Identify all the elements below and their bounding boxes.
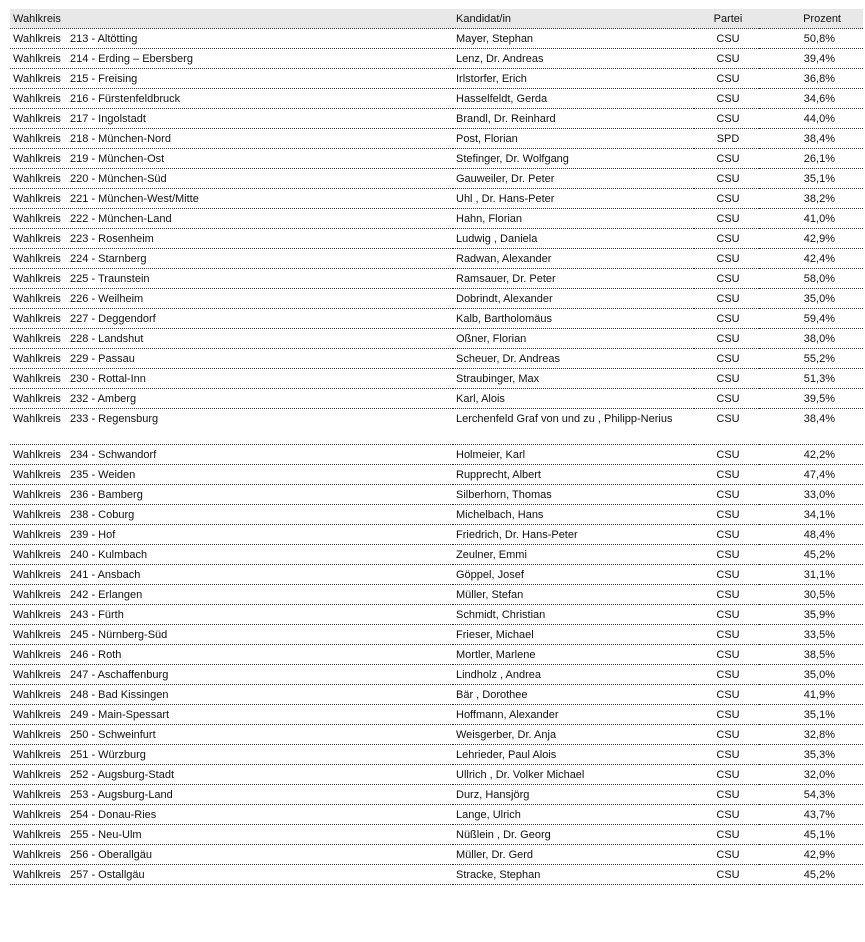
- party-cell: CSU: [694, 705, 759, 725]
- percent-cell: 32,8%: [759, 725, 863, 745]
- column-header-candidate: Kandidat/in: [453, 9, 694, 29]
- candidate-cell: Zeulner, Emmi: [453, 545, 694, 565]
- party-cell: CSU: [694, 269, 759, 289]
- table-header-row: [10, 9, 863, 29]
- table-body: [10, 29, 863, 885]
- percent-cell: 48,4%: [759, 525, 863, 545]
- percent-cell: 42,9%: [759, 845, 863, 865]
- table-row: [10, 805, 863, 825]
- candidate-cell: Lenz, Dr. Andreas: [453, 49, 694, 69]
- candidate-cell: Michelbach, Hans: [453, 505, 694, 525]
- party-cell: CSU: [694, 229, 759, 249]
- district-cell: Wahlkreis 238 - Coburg: [10, 505, 453, 525]
- candidate-cell: Friedrich, Dr. Hans-Peter: [453, 525, 694, 545]
- table-row: [10, 249, 863, 269]
- candidate-cell: Gauweiler, Dr. Peter: [453, 169, 694, 189]
- district-cell: Wahlkreis 227 - Deggendorf: [10, 309, 453, 329]
- district-cell: Wahlkreis 218 - München-Nord: [10, 129, 453, 149]
- table-row: [10, 149, 863, 169]
- district-cell: Wahlkreis 246 - Roth: [10, 645, 453, 665]
- district-cell: Wahlkreis 214 - Erding – Ebersberg: [10, 49, 453, 69]
- percent-cell: 36,8%: [759, 69, 863, 89]
- table-row: [10, 725, 863, 745]
- party-cell: CSU: [694, 289, 759, 309]
- table-row: [10, 545, 863, 565]
- district-cell: Wahlkreis 256 - Oberallgäu: [10, 845, 453, 865]
- district-cell: Wahlkreis 223 - Rosenheim: [10, 229, 453, 249]
- percent-cell: 38,0%: [759, 329, 863, 349]
- party-cell: CSU: [694, 665, 759, 685]
- candidate-cell: Brandl, Dr. Reinhard: [453, 109, 694, 129]
- district-cell: Wahlkreis 217 - Ingolstadt: [10, 109, 453, 129]
- party-cell: CSU: [694, 485, 759, 505]
- table-row: [10, 29, 863, 49]
- party-cell: CSU: [694, 409, 759, 445]
- percent-cell: 54,3%: [759, 785, 863, 805]
- district-cell: Wahlkreis 252 - Augsburg-Stadt: [10, 765, 453, 785]
- percent-cell: 33,0%: [759, 485, 863, 505]
- party-cell: CSU: [694, 545, 759, 565]
- district-cell: Wahlkreis 219 - München-Ost: [10, 149, 453, 169]
- party-cell: CSU: [694, 189, 759, 209]
- percent-cell: 39,4%: [759, 49, 863, 69]
- candidate-cell: Kalb, Bartholomäus: [453, 309, 694, 329]
- percent-cell: 41,9%: [759, 685, 863, 705]
- percent-cell: 42,2%: [759, 445, 863, 465]
- party-cell: CSU: [694, 825, 759, 845]
- percent-cell: 30,5%: [759, 585, 863, 605]
- table-row: [10, 49, 863, 69]
- candidate-cell: Ludwig , Daniela: [453, 229, 694, 249]
- table-row: [10, 565, 863, 585]
- candidate-cell: Rupprecht, Albert: [453, 465, 694, 485]
- candidate-cell: Mortler, Marlene: [453, 645, 694, 665]
- percent-cell: 26,1%: [759, 149, 863, 169]
- district-cell: Wahlkreis 240 - Kulmbach: [10, 545, 453, 565]
- column-header-district: Wahlkreis: [10, 9, 453, 29]
- table-row: [10, 605, 863, 625]
- table-row: [10, 665, 863, 685]
- table-row: [10, 505, 863, 525]
- candidate-cell: Post, Florian: [453, 129, 694, 149]
- candidate-cell: Oßner, Florian: [453, 329, 694, 349]
- percent-cell: 58,0%: [759, 269, 863, 289]
- district-cell: Wahlkreis 239 - Hof: [10, 525, 453, 545]
- district-cell: Wahlkreis 230 - Rottal-Inn: [10, 369, 453, 389]
- candidate-cell: Lindholz , Andrea: [453, 665, 694, 685]
- percent-cell: 31,1%: [759, 565, 863, 585]
- percent-cell: 38,4%: [759, 129, 863, 149]
- candidate-cell: Frieser, Michael: [453, 625, 694, 645]
- party-cell: CSU: [694, 349, 759, 369]
- candidate-cell: Radwan, Alexander: [453, 249, 694, 269]
- candidate-cell: Hasselfeldt, Gerda: [453, 89, 694, 109]
- party-cell: CSU: [694, 605, 759, 625]
- table-row: [10, 485, 863, 505]
- district-cell: Wahlkreis 221 - München-West/Mitte: [10, 189, 453, 209]
- table-row: [10, 785, 863, 805]
- district-cell: Wahlkreis 216 - Fürstenfeldbruck: [10, 89, 453, 109]
- district-cell: Wahlkreis 234 - Schwandorf: [10, 445, 453, 465]
- district-cell: Wahlkreis 242 - Erlangen: [10, 585, 453, 605]
- percent-cell: 35,1%: [759, 705, 863, 725]
- column-header-percent: Prozent: [759, 9, 863, 29]
- party-cell: CSU: [694, 169, 759, 189]
- candidate-cell: Weisgerber, Dr. Anja: [453, 725, 694, 745]
- party-cell: CSU: [694, 585, 759, 605]
- candidate-cell: Nüßlein , Dr. Georg: [453, 825, 694, 845]
- percent-cell: 35,9%: [759, 605, 863, 625]
- district-cell: Wahlkreis 215 - Freising: [10, 69, 453, 89]
- district-cell: Wahlkreis 241 - Ansbach: [10, 565, 453, 585]
- district-cell: Wahlkreis 224 - Starnberg: [10, 249, 453, 269]
- table-row: [10, 109, 863, 129]
- district-cell: Wahlkreis 225 - Traunstein: [10, 269, 453, 289]
- table-row: [10, 309, 863, 329]
- percent-cell: 38,4%: [759, 409, 863, 445]
- candidate-cell: Müller, Dr. Gerd: [453, 845, 694, 865]
- percent-cell: 34,1%: [759, 505, 863, 525]
- table-row: [10, 209, 863, 229]
- percent-cell: 45,2%: [759, 865, 863, 885]
- percent-cell: 44,0%: [759, 109, 863, 129]
- percent-cell: 42,4%: [759, 249, 863, 269]
- table-row: [10, 289, 863, 309]
- percent-cell: 55,2%: [759, 349, 863, 369]
- column-header-party: Partei: [694, 9, 759, 29]
- party-cell: CSU: [694, 785, 759, 805]
- candidate-cell: Hahn, Florian: [453, 209, 694, 229]
- party-cell: CSU: [694, 645, 759, 665]
- party-cell: CSU: [694, 49, 759, 69]
- candidate-cell: Irlstorfer, Erich: [453, 69, 694, 89]
- percent-cell: 59,4%: [759, 309, 863, 329]
- percent-cell: 38,2%: [759, 189, 863, 209]
- percent-cell: 35,0%: [759, 665, 863, 685]
- candidate-cell: Bär , Dorothee: [453, 685, 694, 705]
- table-row: [10, 69, 863, 89]
- district-cell: Wahlkreis 255 - Neu-Ulm: [10, 825, 453, 845]
- district-cell: Wahlkreis 251 - Würzburg: [10, 745, 453, 765]
- party-cell: CSU: [694, 389, 759, 409]
- percent-cell: 34,6%: [759, 89, 863, 109]
- district-cell: Wahlkreis 213 - Altötting: [10, 29, 453, 49]
- table-row: [10, 329, 863, 349]
- party-cell: CSU: [694, 89, 759, 109]
- district-cell: Wahlkreis 222 - München-Land: [10, 209, 453, 229]
- party-cell: CSU: [694, 329, 759, 349]
- party-cell: CSU: [694, 865, 759, 885]
- party-cell: CSU: [694, 725, 759, 745]
- candidate-cell: Mayer, Stephan: [453, 29, 694, 49]
- district-cell: Wahlkreis 220 - München-Süd: [10, 169, 453, 189]
- percent-cell: 51,3%: [759, 369, 863, 389]
- candidate-cell: Stefinger, Dr. Wolfgang: [453, 149, 694, 169]
- candidate-cell: Ullrich , Dr. Volker Michael: [453, 765, 694, 785]
- candidate-cell: Silberhorn, Thomas: [453, 485, 694, 505]
- table-row: [10, 445, 863, 465]
- candidate-cell: Straubinger, Max: [453, 369, 694, 389]
- election-results-table: [10, 9, 863, 885]
- district-cell: Wahlkreis 236 - Bamberg: [10, 485, 453, 505]
- district-cell: Wahlkreis 226 - Weilheim: [10, 289, 453, 309]
- party-cell: SPD: [694, 129, 759, 149]
- table-row: [10, 389, 863, 409]
- table-row: [10, 705, 863, 725]
- district-cell: Wahlkreis 247 - Aschaffenburg: [10, 665, 453, 685]
- party-cell: CSU: [694, 745, 759, 765]
- table-row: [10, 465, 863, 485]
- district-cell: Wahlkreis 254 - Donau-Ries: [10, 805, 453, 825]
- party-cell: CSU: [694, 805, 759, 825]
- table-row: [10, 645, 863, 665]
- percent-cell: 47,4%: [759, 465, 863, 485]
- table-row: [10, 369, 863, 389]
- district-cell: Wahlkreis 233 - Regensburg: [10, 409, 453, 445]
- candidate-cell: Scheuer, Dr. Andreas: [453, 349, 694, 369]
- candidate-cell: Schmidt, Christian: [453, 605, 694, 625]
- table-row: [10, 89, 863, 109]
- table-row: [10, 229, 863, 249]
- percent-cell: 43,7%: [759, 805, 863, 825]
- party-cell: CSU: [694, 209, 759, 229]
- party-cell: CSU: [694, 465, 759, 485]
- party-cell: CSU: [694, 685, 759, 705]
- candidate-cell: Durz, Hansjörg: [453, 785, 694, 805]
- percent-cell: 35,3%: [759, 745, 863, 765]
- percent-cell: 41,0%: [759, 209, 863, 229]
- percent-cell: 32,0%: [759, 765, 863, 785]
- candidate-cell: Holmeier, Karl: [453, 445, 694, 465]
- party-cell: CSU: [694, 625, 759, 645]
- party-cell: CSU: [694, 525, 759, 545]
- district-cell: Wahlkreis 243 - Fürth: [10, 605, 453, 625]
- candidate-cell: Lehrieder, Paul Alois: [453, 745, 694, 765]
- party-cell: CSU: [694, 249, 759, 269]
- table-row: [10, 585, 863, 605]
- party-cell: CSU: [694, 29, 759, 49]
- party-cell: CSU: [694, 69, 759, 89]
- district-cell: Wahlkreis 248 - Bad Kissingen: [10, 685, 453, 705]
- district-cell: Wahlkreis 229 - Passau: [10, 349, 453, 369]
- district-cell: Wahlkreis 245 - Nürnberg-Süd: [10, 625, 453, 645]
- table-row: [10, 745, 863, 765]
- party-cell: CSU: [694, 109, 759, 129]
- candidate-cell: Lerchenfeld Graf von und zu , Philipp-Nerius: [453, 409, 694, 445]
- candidate-cell: Dobrindt, Alexander: [453, 289, 694, 309]
- party-cell: CSU: [694, 845, 759, 865]
- table-row: [10, 845, 863, 865]
- district-cell: Wahlkreis 228 - Landshut: [10, 329, 453, 349]
- candidate-cell: Hoffmann, Alexander: [453, 705, 694, 725]
- district-cell: Wahlkreis 253 - Augsburg-Land: [10, 785, 453, 805]
- district-cell: Wahlkreis 250 - Schweinfurt: [10, 725, 453, 745]
- percent-cell: 45,2%: [759, 545, 863, 565]
- percent-cell: 42,9%: [759, 229, 863, 249]
- candidate-cell: Lange, Ulrich: [453, 805, 694, 825]
- table-row: [10, 625, 863, 645]
- percent-cell: 39,5%: [759, 389, 863, 409]
- district-cell: Wahlkreis 232 - Amberg: [10, 389, 453, 409]
- district-cell: Wahlkreis 235 - Weiden: [10, 465, 453, 485]
- table-row: [10, 349, 863, 369]
- table-row: [10, 189, 863, 209]
- percent-cell: 45,1%: [759, 825, 863, 845]
- table-row: [10, 409, 863, 445]
- percent-cell: 38,5%: [759, 645, 863, 665]
- percent-cell: 35,0%: [759, 289, 863, 309]
- table-row: [10, 765, 863, 785]
- percent-cell: 50,8%: [759, 29, 863, 49]
- candidate-cell: Ramsauer, Dr. Peter: [453, 269, 694, 289]
- party-cell: CSU: [694, 369, 759, 389]
- party-cell: CSU: [694, 445, 759, 465]
- table-row: [10, 525, 863, 545]
- table-row: [10, 825, 863, 845]
- district-cell: Wahlkreis 257 - Ostallgäu: [10, 865, 453, 885]
- party-cell: CSU: [694, 505, 759, 525]
- percent-cell: 35,1%: [759, 169, 863, 189]
- candidate-cell: Karl, Alois: [453, 389, 694, 409]
- district-cell: Wahlkreis 249 - Main-Spessart: [10, 705, 453, 725]
- table-row: [10, 129, 863, 149]
- percent-cell: 33,5%: [759, 625, 863, 645]
- table-row: [10, 269, 863, 289]
- party-cell: CSU: [694, 149, 759, 169]
- party-cell: CSU: [694, 565, 759, 585]
- party-cell: CSU: [694, 765, 759, 785]
- candidate-cell: Uhl , Dr. Hans-Peter: [453, 189, 694, 209]
- table-row: [10, 865, 863, 885]
- candidate-cell: Stracke, Stephan: [453, 865, 694, 885]
- party-cell: CSU: [694, 309, 759, 329]
- results-table-container: [10, 9, 857, 885]
- table-row: [10, 685, 863, 705]
- table-row: [10, 169, 863, 189]
- candidate-cell: Müller, Stefan: [453, 585, 694, 605]
- candidate-cell: Göppel, Josef: [453, 565, 694, 585]
